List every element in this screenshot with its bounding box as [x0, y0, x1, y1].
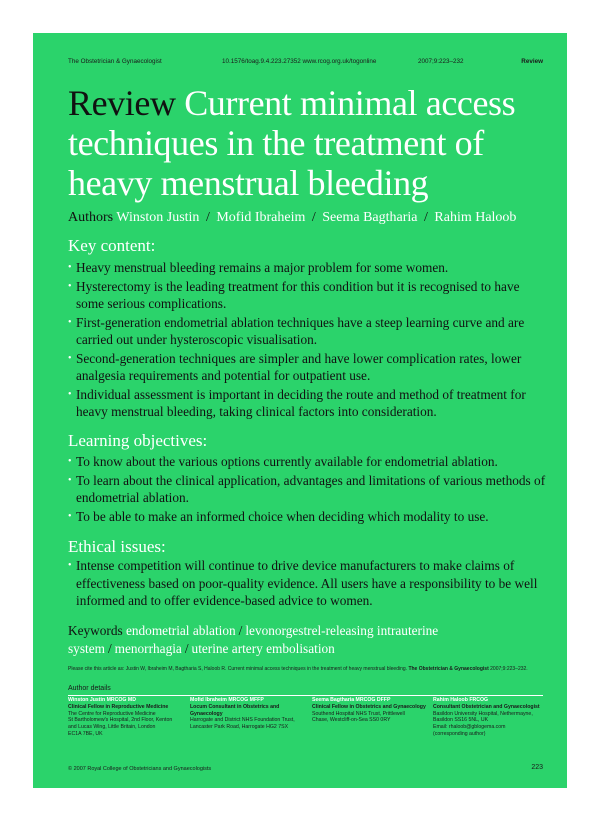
title-text: Current minimal access techniques in the treatment of heavy menstrual bleeding [68, 83, 516, 203]
citation-line: Please cite this article as: Justin W, Ibraheim M, Bagtharia S, Haloob R. Current minimal access techniques in the treatment of heavy menstrual bleeding. The Obstetrician & Gynaecologist 2007;9:223–232. [68, 666, 528, 672]
running-header [68, 58, 543, 68]
author-details-heading: Author details [68, 685, 111, 692]
keyword: endometrial ablation [125, 623, 236, 638]
journal-name: The Obstetrician & Gynaecologist [68, 58, 162, 65]
authors-line [68, 210, 516, 226]
bullet-icon: • [68, 388, 72, 400]
bullet-icon: • [68, 474, 72, 486]
bullet-icon: • [68, 510, 72, 522]
author-detail-block: Mofid Ibraheim MRCOG MFFP Locum Consultant in Obstetrics and Gynaecology Harrogate and District NHS Foundation Trust, Lancaster Park Road, Harrogate HG2 7SX [190, 697, 295, 731]
keywords-line [68, 622, 538, 657]
author-detail-block: Winston Justin MRCOG MD Clinical Fellow in Reproductive Medicine The Centre for Reproductive Medicine St Bartholomew's Hospital, 2nd Floor, Kenton and Lucas Wing, Little Britain, London EC1A 7BE, UK [68, 697, 173, 737]
list-item: • Individual assessment is important in deciding the route and method of treatment for heavy menstrual bleeding, taking clinical factors into consideration. [68, 386, 526, 419]
key-content-list [68, 259, 548, 422]
copyright-notice: © 2007 Royal College of Obstetricians and Gynaecologists [68, 766, 212, 772]
learning-objectives-heading: Learning objectives: [68, 431, 208, 450]
ethical-issues-heading: Ethical issues: [68, 537, 166, 556]
article-title [68, 83, 538, 203]
list-item: • Hysterectomy is the leading treatment for this condition but it is recognised to have some serious complications. [68, 278, 520, 311]
keyword: menorrhagia [114, 640, 182, 656]
bullet-icon: • [68, 456, 72, 467]
keyword-separator: / [107, 640, 112, 656]
citation-ref: 2007;9:223–232 [418, 58, 464, 65]
article-page [33, 33, 567, 788]
list-item: • To learn about the clinical application, advantages and limitations of various methods of endometrial ablation. [68, 472, 546, 505]
divider [68, 695, 543, 696]
list-item: • Heavy menstrual bleeding remains a major problem for some women. [68, 260, 449, 275]
learning-objectives-list [68, 453, 548, 526]
keyword: uterine artery embolisation [191, 640, 335, 656]
author-name: Winston Justin [116, 210, 200, 225]
title-lead: Review [68, 83, 176, 123]
keywords-label: Keywords [68, 623, 123, 638]
bullet-icon: • [68, 352, 72, 364]
list-item: • To know about the various options currently available for endometrial ablation. [68, 454, 498, 469]
author-separator: / [205, 210, 210, 225]
section-label: Review [521, 58, 543, 65]
ethical-issues-list [68, 557, 548, 611]
keyword: levonorgestrel-releasing intrauterine system [68, 623, 439, 656]
author-detail-block: Rahim Haloob FRCOG Consultant Obstetrician and Gynaecologist Basildon University Hospital, Nethermayne, Basildon SS16 5NL, UK Email: rhaloob@gblogema.com (corresponding author) [433, 697, 540, 737]
doi-link[interactable]: 10.1576/toag.9.4.223.27352 www.rcog.org.uk/togonline [222, 58, 377, 65]
list-item: • First-generation endometrial ablation techniques have a steep learning curve and are carried out under hysteroscopic visualisation. [68, 314, 525, 347]
bullet-icon: • [68, 560, 72, 571]
list-item: • To be able to make an informed choice when deciding which modality to use. [68, 508, 489, 524]
author-detail-block: Seema Bagtharia MRCOG DFFP Clinical Fellow in Obstetrics and Gynaecology Southend Hospital NHS Trust, Prittlewell Chase, Westcliff-on-Sea SS0 0RY [312, 697, 426, 724]
list-item: • Intense competition will continue to drive device manufacturers to make claims of effectiveness based on poor-quality evidence. All users have a responsibility to be well informed and to offer evidence-based advice to women. [68, 558, 538, 608]
bullet-icon: • [68, 280, 72, 292]
author-name: Mofid Ibraheim [216, 210, 306, 225]
keyword-separator: / [184, 640, 189, 656]
author-name: Rahim Haloob [434, 210, 517, 225]
key-content-heading: Key content: [68, 236, 156, 255]
citation-journal: The Obstetrician & Gynaecologist [408, 666, 489, 672]
page-number: 223 [531, 764, 543, 771]
authors-label: Authors [68, 210, 114, 225]
bullet-icon: • [68, 316, 72, 328]
bullet-icon: • [68, 262, 72, 273]
keyword-separator: / [238, 623, 243, 638]
list-item: • Second-generation techniques are simpler and have lower complication rates, lower analgesia requirements and potential for outpatient use. [68, 350, 522, 383]
author-separator: / [424, 210, 428, 225]
author-name: Seema Bagtharia [322, 210, 418, 225]
author-separator: / [311, 210, 316, 225]
